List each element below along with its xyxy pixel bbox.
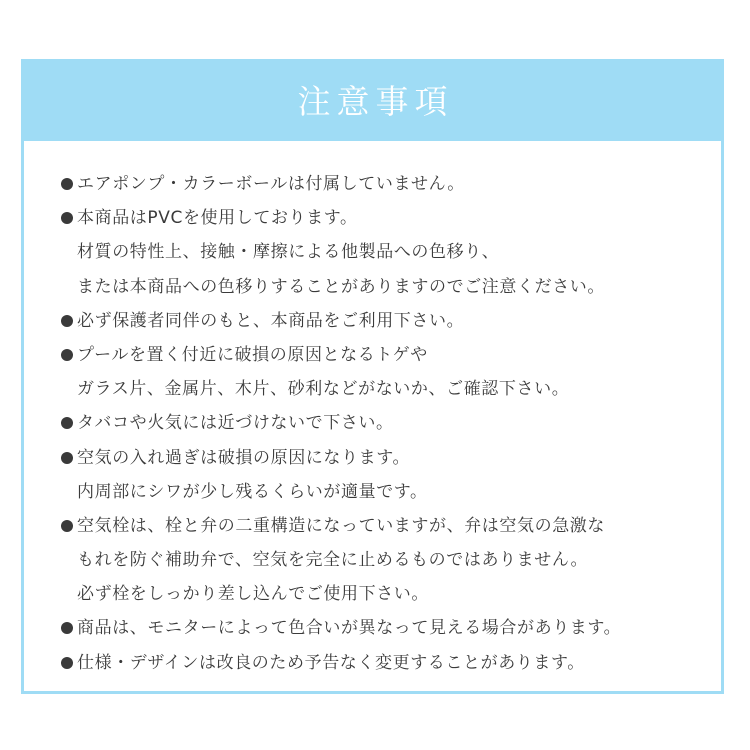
notice-item-continuation [61, 270, 721, 304]
notice-title: 注意事項 [297, 82, 454, 121]
notice-text: 必ず栓をしっかり差し込んでご使用下さい。 [77, 584, 429, 605]
bullet-icon [61, 315, 73, 327]
notice-text: または本商品への色移りすることがありますのでご注意ください。 [77, 276, 605, 297]
notice-item [61, 406, 721, 440]
notice-text: もれを防ぐ補助弁で、空気を完全に止めるものではありません。 [77, 550, 589, 571]
notice-text: 本商品はPVCを使用しております。 [77, 208, 358, 229]
notice-item [61, 611, 721, 645]
bullet-icon [61, 657, 73, 669]
notice-text: エアポンプ・カラーボールは付属していません。 [77, 174, 465, 194]
notice-text: プールを置く付近に破損の原因となるトゲや [77, 344, 428, 365]
notice-text: 内周部にシワが少し残るくらいが適量です。 [77, 481, 428, 502]
notice-text: 仕様・デザインは改良のため予告なく変更することがあります。 [77, 652, 585, 673]
notice-header [24, 62, 721, 141]
bullet-icon [61, 212, 73, 224]
notice-text: 必ず保護者同伴のもと、本商品をご利用下さい。 [77, 310, 465, 331]
bullet-icon [61, 622, 73, 634]
notice-text: 空気栓は、栓と弁の二重構造になっていますが、弁は空気の急激な [77, 515, 605, 536]
notice-item-continuation [61, 235, 721, 269]
notice-text: ガラス片、金属片、木片、砂利などがないか、ご確認下さい。 [77, 379, 570, 400]
notice-text: 商品は、モニターによって色合いが異なって見える場合があります。 [77, 618, 622, 639]
notice-item [61, 304, 721, 338]
notice-item [61, 338, 721, 372]
notice-text: タバコや火気には近づけないで下さい。 [77, 413, 394, 434]
notice-item [61, 441, 721, 475]
notice-item [61, 201, 721, 235]
notice-item-continuation [61, 372, 721, 406]
notice-item [61, 646, 721, 680]
notice-list [61, 167, 721, 680]
notice-text: 空気の入れ過ぎは破損の原因になります。 [77, 447, 411, 468]
notice-item-continuation [61, 577, 721, 611]
bullet-icon [61, 452, 73, 464]
notice-item-continuation [61, 475, 721, 509]
bullet-icon [61, 349, 73, 361]
bullet-icon [61, 178, 73, 190]
bullet-icon [61, 520, 73, 532]
notice-item [61, 509, 721, 543]
notice-box [21, 59, 724, 694]
bullet-icon [61, 417, 73, 429]
notice-item [61, 167, 721, 201]
notice-text: 材質の特性上、接触・摩擦による他製品への色移り、 [77, 242, 500, 263]
notice-item-continuation [61, 543, 721, 577]
